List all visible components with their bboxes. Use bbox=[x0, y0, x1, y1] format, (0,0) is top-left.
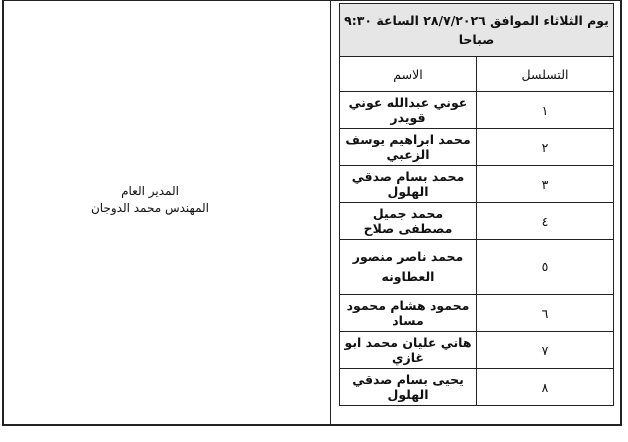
column-header-name: الاسم bbox=[340, 57, 477, 92]
row-seq: ٥ bbox=[477, 240, 614, 295]
session-header: يوم الثلاثاء الموافق ٢٨/٧/٢٠٢٦ الساعة ٩:٣٠ صباحا bbox=[340, 4, 614, 57]
row-seq: ٣ bbox=[477, 166, 614, 203]
table-row bbox=[340, 92, 614, 129]
table-row bbox=[340, 369, 614, 406]
row-name: عوني عبدالله عوني قويدر bbox=[340, 92, 477, 129]
row-name: يحيى بسام صدقي الهلول bbox=[340, 369, 477, 406]
signature-name: المهندس محمد الدوجان bbox=[90, 201, 210, 215]
table-row bbox=[340, 240, 614, 295]
attendees-table bbox=[339, 3, 614, 406]
table-row bbox=[340, 166, 614, 203]
row-name: محمد بسام صدقي الهلول bbox=[340, 166, 477, 203]
row-seq: ٦ bbox=[477, 295, 614, 332]
column-divider bbox=[330, 0, 331, 426]
signature-title: المدير العام bbox=[121, 184, 179, 198]
row-seq: ٨ bbox=[477, 369, 614, 406]
row-name: محمد ناصر منصور العطاونه bbox=[340, 240, 477, 295]
table-row bbox=[340, 295, 614, 332]
top-rule bbox=[2, 0, 622, 1]
table-row bbox=[340, 129, 614, 166]
row-seq: ٤ bbox=[477, 203, 614, 240]
row-seq: ٢ bbox=[477, 129, 614, 166]
table-row bbox=[340, 332, 614, 369]
row-name: محمد ابراهيم يوسف الزعبي bbox=[340, 129, 477, 166]
column-header-seq: التسلسل bbox=[477, 57, 614, 92]
row-name: محمود هشام محمود مساد bbox=[340, 295, 477, 332]
signature-block bbox=[30, 183, 270, 217]
column-header-row bbox=[340, 57, 614, 92]
table-row bbox=[340, 203, 614, 240]
row-name: محمد جميل مصطفى صلاح bbox=[340, 203, 477, 240]
row-seq: ١ bbox=[477, 92, 614, 129]
row-seq: ٧ bbox=[477, 332, 614, 369]
session-header-row bbox=[340, 4, 614, 57]
row-name: هاني عليان محمد ابو غازي bbox=[340, 332, 477, 369]
